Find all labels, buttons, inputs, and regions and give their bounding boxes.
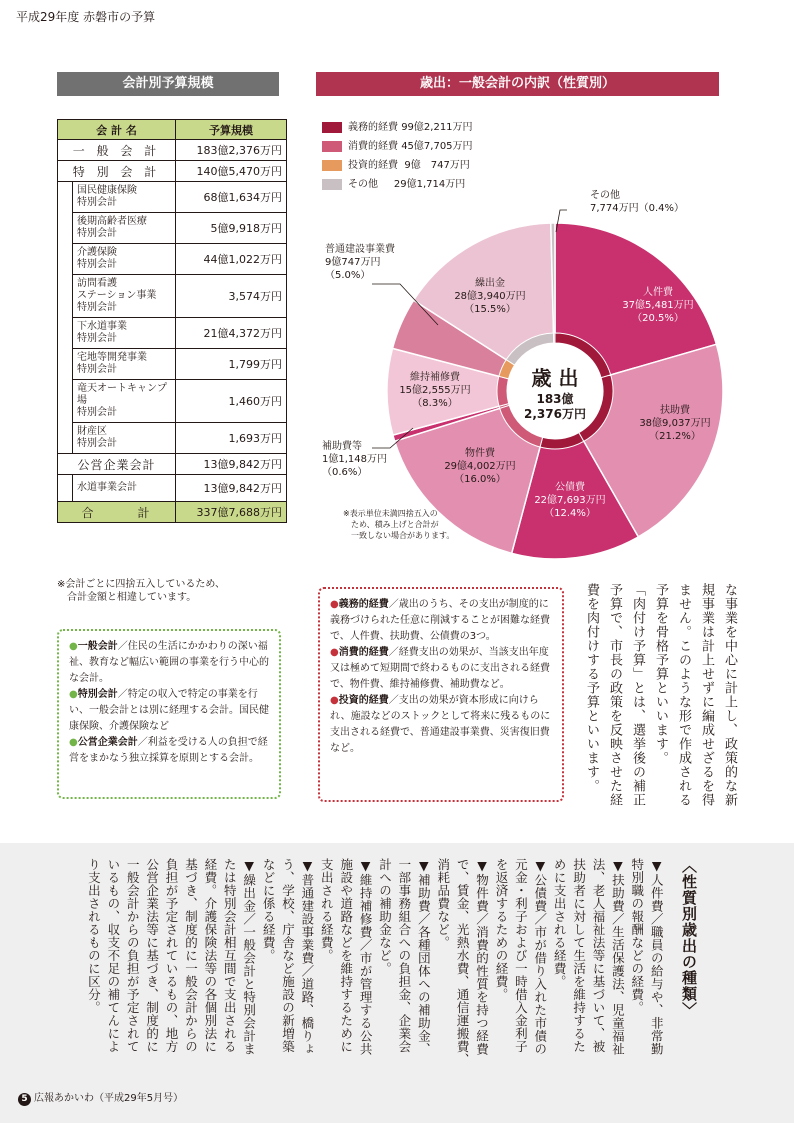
donut-hole <box>509 345 601 437</box>
row-value: 140億5,470万円 <box>176 161 287 182</box>
skeleton-budget-text: な事業を中心に計上し、政策的な新 規事業は計上せずに編成せざるを得 ません。このような形で作成される 予算を骨格予算といいます。 「肉付け予算」とは、選挙後の補正 予算で、市長の政策を反映させた経 費を肉付けする予算といいます。 <box>584 583 737 807</box>
slice-label: 人件費 37億5,481万円 （20.5%） <box>622 287 694 324</box>
definition-desc: ／特定の収入で特定の事業を行い、一般会計とは別に経理する会計。国民健康保険、介護保険など <box>69 689 269 732</box>
definition-desc: ／住民の生活にかかわりの深い福祉、教育など幅広い範囲の事業を行う中心的な会計。 <box>69 641 269 684</box>
row-name: 水道事業会計 <box>73 475 176 502</box>
row-value: 13億9,842万円 <box>176 475 287 502</box>
definition-desc: ／利益を受ける人の負担で経営をまかなう独立採算を原則とする会計。 <box>69 737 268 764</box>
row-name: 特 別 会 計 <box>58 161 176 182</box>
legend-value: 45億7,705万円 <box>401 141 473 152</box>
row-value: 13億9,842万円 <box>176 454 287 475</box>
definition-desc: ／支出の効果が資本形成に向けられ、施設などのストックとして将来に残るものに支出される経費で、普通建設事業費、災害復旧費など。 <box>330 695 551 754</box>
center-amount-1: 183億 <box>536 392 574 406</box>
slice-label: その他 7,774万円（0.4%） <box>590 190 685 214</box>
definition-term: 消費的経費 <box>338 647 389 658</box>
category-ring-segment <box>554 333 555 343</box>
center-label: 歳 出 <box>531 366 579 390</box>
definition-term: 一般会計 <box>77 641 118 652</box>
bullet-icon: ● <box>330 599 339 610</box>
row-name: 後期高齢者医療 特別会計 <box>73 213 176 244</box>
row-name: 訪問看護 ステーション事業 特別会計 <box>73 275 176 318</box>
slice-label: 普通建設事業費 9億747万円 （5.0%） <box>325 244 395 281</box>
row-value: 44億1,022万円 <box>176 244 287 275</box>
bullet-icon: ● <box>69 737 78 748</box>
expenditure-heading: 歳出：一般会計の内訳（性質別） <box>316 72 719 96</box>
definition-desc: ／経費支出の効果が、当該支出年度又は極めて短期間で終わるものに支出される経費で、物件費、維持補修費、補助費など。 <box>330 647 550 690</box>
row-value: 1,693万円 <box>176 423 287 454</box>
legend-label: 消費的経費 <box>348 141 398 152</box>
row-name: 宅地等開発事業 特別会計 <box>73 349 176 380</box>
page-footer <box>18 1089 183 1106</box>
expense-types-body: ▼人件費／職員の給与や、非常勤 特別職の報酬などの経費。 ▼扶助費／生活保護法、児童福祉 法、老人福祉法等に基づいて、被 扶助者に対して生活を維持するた めに支出される経費。 ▼公債費／市が借り入れた市債の 元金・利子および一時借入金利子 を返済するための経費。 ▼物件費／消費的性質を持つ経費 で、賃金、光熱水費、通信運搬費、 消耗品費など。 ▼補助費／各種団体への補助金、 一部事務組合への負担金、企業会 計への補助金など。 ▼維持補修費／市が管理する公共 施設や道路などを維持するために 支出される経費。 ▼普通建設事業費／道路、橋りょ う、学校、庁舎など施設の新増築 などに係る経費。 ▼繰出金／一般会計と特別会計ま たは特別会計相互間で支出される 経費。介護保険法等の各個別法に 基づき、制度的に一般会計からの 負担が予定されているもの、地方 公営企業法等に基づき、制度的に 一般会計からの負担が予定されて いるもの、収支不足の補てんによ り支出されるものに区分。 <box>86 858 665 1066</box>
legend-label: 投資的経費 <box>348 160 398 171</box>
page-number: 5 <box>18 1093 31 1106</box>
row-name: 一 般 会 計 <box>58 140 176 161</box>
definition-desc: ／歳出のうち、その支出が制度的に義務づけられた任意に削減することが困難な経費で、人件費、扶助費、公債費の3つ。 <box>330 599 550 642</box>
bullet-icon: ● <box>69 689 78 700</box>
legend-label: その他 <box>348 179 378 190</box>
row-value: 1,799万円 <box>176 349 287 380</box>
definition-term: 義務的経費 <box>338 599 389 610</box>
chart-note: ※表示単位未満四捨五入の ため、積み上げと合計が 一致しない場合があります。 <box>343 509 455 540</box>
row-value: 21億4,372万円 <box>176 318 287 349</box>
budget-scale-heading: 会計別予算規模 <box>57 72 279 96</box>
slice-label: 物件費 29億4,002万円 （16.0%） <box>444 448 516 485</box>
row-value: 5億9,918万円 <box>176 213 287 244</box>
slice-label: 維持補修費 15億2,555万円 （8.3%） <box>399 372 471 409</box>
row-name: 下水道事業 特別会計 <box>73 318 176 349</box>
row-name: 財産区 特別会計 <box>73 423 176 454</box>
table-note: ※会計ごとに四捨五入しているため、 合計金額と相違しています。 <box>57 579 225 603</box>
bullet-icon: ● <box>330 647 339 658</box>
row-value: 337億7,688万円 <box>176 502 287 523</box>
row-value: 1,460万円 <box>176 380 287 423</box>
expense-types-heading: 〈性質別歳出の種類〉 <box>680 858 698 1018</box>
bullet-icon: ● <box>330 695 339 706</box>
publication-name: 広報あかいわ（平成29年5月号） <box>34 1093 184 1104</box>
legend-value: 9億 747万円 <box>404 160 470 171</box>
row-name: 公営企業会計 <box>58 454 176 475</box>
row-value: 183億2,376万円 <box>176 140 287 161</box>
row-name: 国民健康保険 特別会計 <box>73 182 176 213</box>
slice-label: 補助費等 1億1,148万円 （0.6%） <box>322 441 387 478</box>
legend-label: 義務的経費 <box>348 122 398 133</box>
bullet-icon: ● <box>69 641 78 652</box>
col-header-name: 会 計 名 <box>58 120 176 140</box>
center-amount-2: 2,376万円 <box>524 407 586 421</box>
slice-label: 公債費 22億7,693万円 （12.4%） <box>534 482 606 519</box>
category-ring-segment <box>497 376 509 406</box>
definition-term: 公営企業会計 <box>77 737 138 748</box>
row-name: 竜天オートキャンプ場 特別会計 <box>73 380 176 423</box>
col-header-value: 予算規模 <box>176 120 287 140</box>
slice-label: 扶助費 38億9,037万円 （21.2%） <box>639 405 711 442</box>
row-value: 3,574万円 <box>176 275 287 318</box>
definition-term: 投資的経費 <box>338 695 389 706</box>
row-name: 介護保険 特別会計 <box>73 244 176 275</box>
slice-label: 繰出金 28億3,940万円 （15.5%） <box>454 278 526 315</box>
row-name: 合 計 <box>58 502 176 523</box>
page-header: 平成29年度 赤磐市の予算 <box>16 10 156 24</box>
row-value: 68億1,634万円 <box>176 182 287 213</box>
legend-value: 29億1,714万円 <box>393 179 466 190</box>
legend-value: 99億2,211万円 <box>401 122 473 133</box>
definition-term: 特別会計 <box>77 689 118 700</box>
